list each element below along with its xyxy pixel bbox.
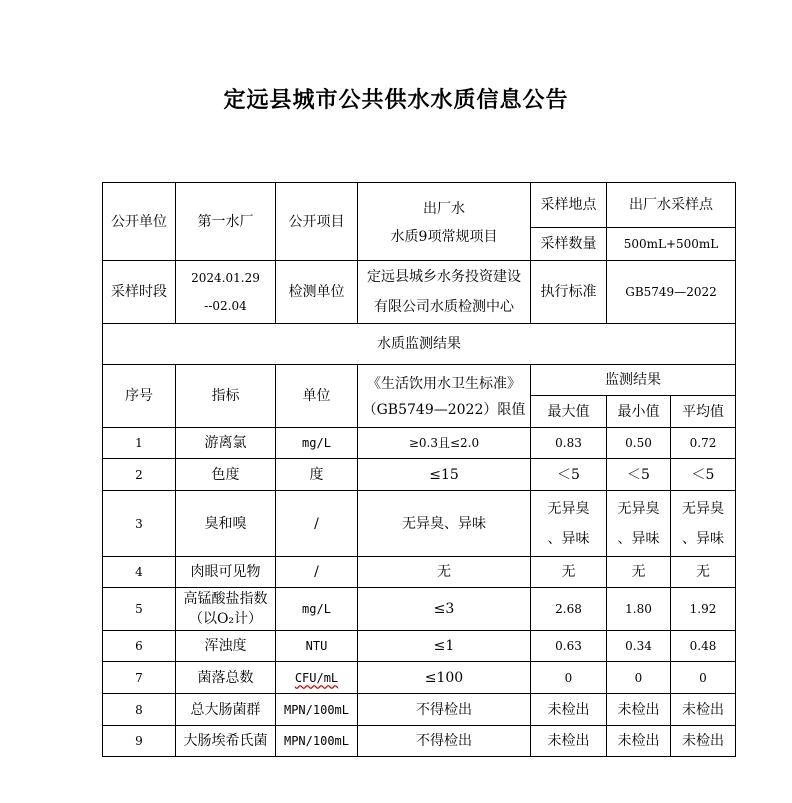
table-row — [103, 631, 736, 662]
header-limit — [358, 365, 531, 428]
row-no: 7 — [103, 662, 176, 694]
header-avg: 平均值 — [671, 396, 736, 428]
row-max-line1: 无异臭 — [547, 500, 590, 517]
section-title-row — [103, 324, 736, 365]
row-indicator-line1: 高锰酸盐指数 — [183, 591, 268, 607]
pub-unit-value: 第一水厂 — [176, 183, 276, 261]
row-no: 9 — [103, 726, 176, 757]
row-min: 0.50 — [607, 428, 671, 459]
table-row — [103, 588, 736, 631]
section-title: 水质监测结果 — [103, 324, 736, 365]
row-limit: 无 — [358, 557, 531, 588]
sample-period-value — [176, 261, 276, 324]
row-limit: ≤1 — [358, 631, 531, 662]
row-min: 未检出 — [607, 694, 671, 726]
header-unit: 单位 — [276, 365, 358, 428]
test-unit-label: 检测单位 — [276, 261, 358, 324]
row-unit: mg/L — [276, 428, 358, 459]
info-row-3 — [103, 261, 736, 324]
header-limit-line2: （GB5749—2022）限值 — [362, 402, 526, 418]
row-min: 无 — [607, 557, 671, 588]
page-title: 定远县城市公共供水水质信息公告 — [223, 87, 569, 113]
sample-qty-value: 500mL+500mL — [607, 228, 736, 261]
standard-label: 执行标准 — [531, 261, 607, 324]
row-indicator: 肉眼可见物 — [176, 557, 276, 588]
header-limit-line1: 《生活饮用水卫生标准》 — [367, 376, 521, 392]
water-quality-table — [102, 182, 736, 757]
header-indicator: 指标 — [176, 365, 276, 428]
sample-period-line2: --02.04 — [204, 299, 247, 313]
row-avg: 未检出 — [671, 726, 736, 757]
test-unit-value — [358, 261, 531, 324]
pub-unit-label: 公开单位 — [103, 183, 176, 261]
row-min: 0.34 — [607, 631, 671, 662]
row-no: 3 — [103, 491, 176, 557]
sample-location-label: 采样地点 — [531, 183, 607, 228]
row-unit: 度 — [276, 459, 358, 491]
row-min-line2: 、异味 — [617, 530, 660, 547]
row-limit: 不得检出 — [358, 726, 531, 757]
row-avg: 0.48 — [671, 631, 736, 662]
row-min: 1.80 — [607, 588, 671, 631]
table-row — [103, 694, 736, 726]
table-row — [103, 726, 736, 757]
sample-period-line1: 2024.01.29 — [191, 271, 260, 285]
standard-value: GB5749—2022 — [607, 261, 736, 324]
table-row — [103, 459, 736, 491]
row-min — [607, 491, 671, 557]
table-row — [103, 428, 736, 459]
row-limit: ≤100 — [358, 662, 531, 694]
row-unit: NTU — [276, 631, 358, 662]
row-no: 4 — [103, 557, 176, 588]
pub-item-label: 公开项目 — [276, 183, 358, 261]
row-unit: MPN/100mL — [276, 694, 358, 726]
header-min: 最小值 — [607, 396, 671, 428]
header-row-1 — [103, 365, 736, 396]
row-max: 无 — [531, 557, 607, 588]
row-min: ＜5 — [607, 459, 671, 491]
table-row — [103, 662, 736, 694]
table-row — [103, 557, 736, 588]
row-avg-line1: 无异臭 — [682, 500, 724, 517]
pub-item-line1: 出厂水 — [423, 200, 465, 217]
row-no: 6 — [103, 631, 176, 662]
row-indicator: 总大肠菌群 — [176, 694, 276, 726]
row-max: 未检出 — [531, 726, 607, 757]
row-avg: 1.92 — [671, 588, 736, 631]
row-indicator: 臭和嗅 — [176, 491, 276, 557]
row-avg: 0 — [671, 662, 736, 694]
pub-item-value — [358, 183, 531, 261]
row-avg: 0.72 — [671, 428, 736, 459]
row-max: 未检出 — [531, 694, 607, 726]
pub-item-line2: 水质9项常规项目 — [390, 228, 498, 245]
sample-location-value: 出厂水采样点 — [607, 183, 736, 228]
row-unit: MPN/100mL — [276, 726, 358, 757]
row-max: ＜5 — [531, 459, 607, 491]
test-unit-line2: 有限公司水质检测中心 — [374, 299, 514, 315]
row-unit: mg/L — [276, 588, 358, 631]
row-unit — [276, 662, 358, 694]
row-limit: 无异臭、异味 — [358, 491, 531, 557]
row-min: 0 — [607, 662, 671, 694]
row-limit: ≥0.3且≤2.0 — [358, 428, 531, 459]
row-indicator-line2: （以O₂计） — [188, 611, 263, 627]
row-max-line2: 、异味 — [547, 530, 590, 547]
row-min: 未检出 — [607, 726, 671, 757]
sample-qty-label: 采样数量 — [531, 228, 607, 261]
row-indicator: 菌落总数 — [176, 662, 276, 694]
row-avg — [671, 491, 736, 557]
row-indicator: 浑浊度 — [176, 631, 276, 662]
row-unit: / — [276, 557, 358, 588]
row-unit-text: CFU/mL — [294, 670, 339, 685]
row-min-line1: 无异臭 — [617, 500, 660, 517]
row-no: 2 — [103, 459, 176, 491]
row-avg: 无 — [671, 557, 736, 588]
row-limit: ≤3 — [358, 588, 531, 631]
row-max: 0.83 — [531, 428, 607, 459]
header-results: 监测结果 — [531, 365, 736, 396]
row-indicator: 大肠埃希氏菌 — [176, 726, 276, 757]
row-indicator — [176, 588, 276, 631]
row-max: 2.68 — [531, 588, 607, 631]
row-avg-line2: 、异味 — [682, 530, 724, 547]
info-row-1 — [103, 183, 736, 228]
row-limit: ≤15 — [358, 459, 531, 491]
row-no: 5 — [103, 588, 176, 631]
header-max: 最大值 — [531, 396, 607, 428]
row-unit: / — [276, 491, 358, 557]
row-avg: 未检出 — [671, 694, 736, 726]
header-no: 序号 — [103, 365, 176, 428]
row-max — [531, 491, 607, 557]
row-indicator: 游离氯 — [176, 428, 276, 459]
row-limit: 不得检出 — [358, 694, 531, 726]
row-no: 8 — [103, 694, 176, 726]
row-indicator: 色度 — [176, 459, 276, 491]
row-no: 1 — [103, 428, 176, 459]
row-avg: ＜5 — [671, 459, 736, 491]
test-unit-line1: 定远县城乡水务投资建设 — [367, 269, 521, 285]
row-max: 0.63 — [531, 631, 607, 662]
sample-period-label: 采样时段 — [103, 261, 176, 324]
row-max: 0 — [531, 662, 607, 694]
table-row — [103, 491, 736, 557]
